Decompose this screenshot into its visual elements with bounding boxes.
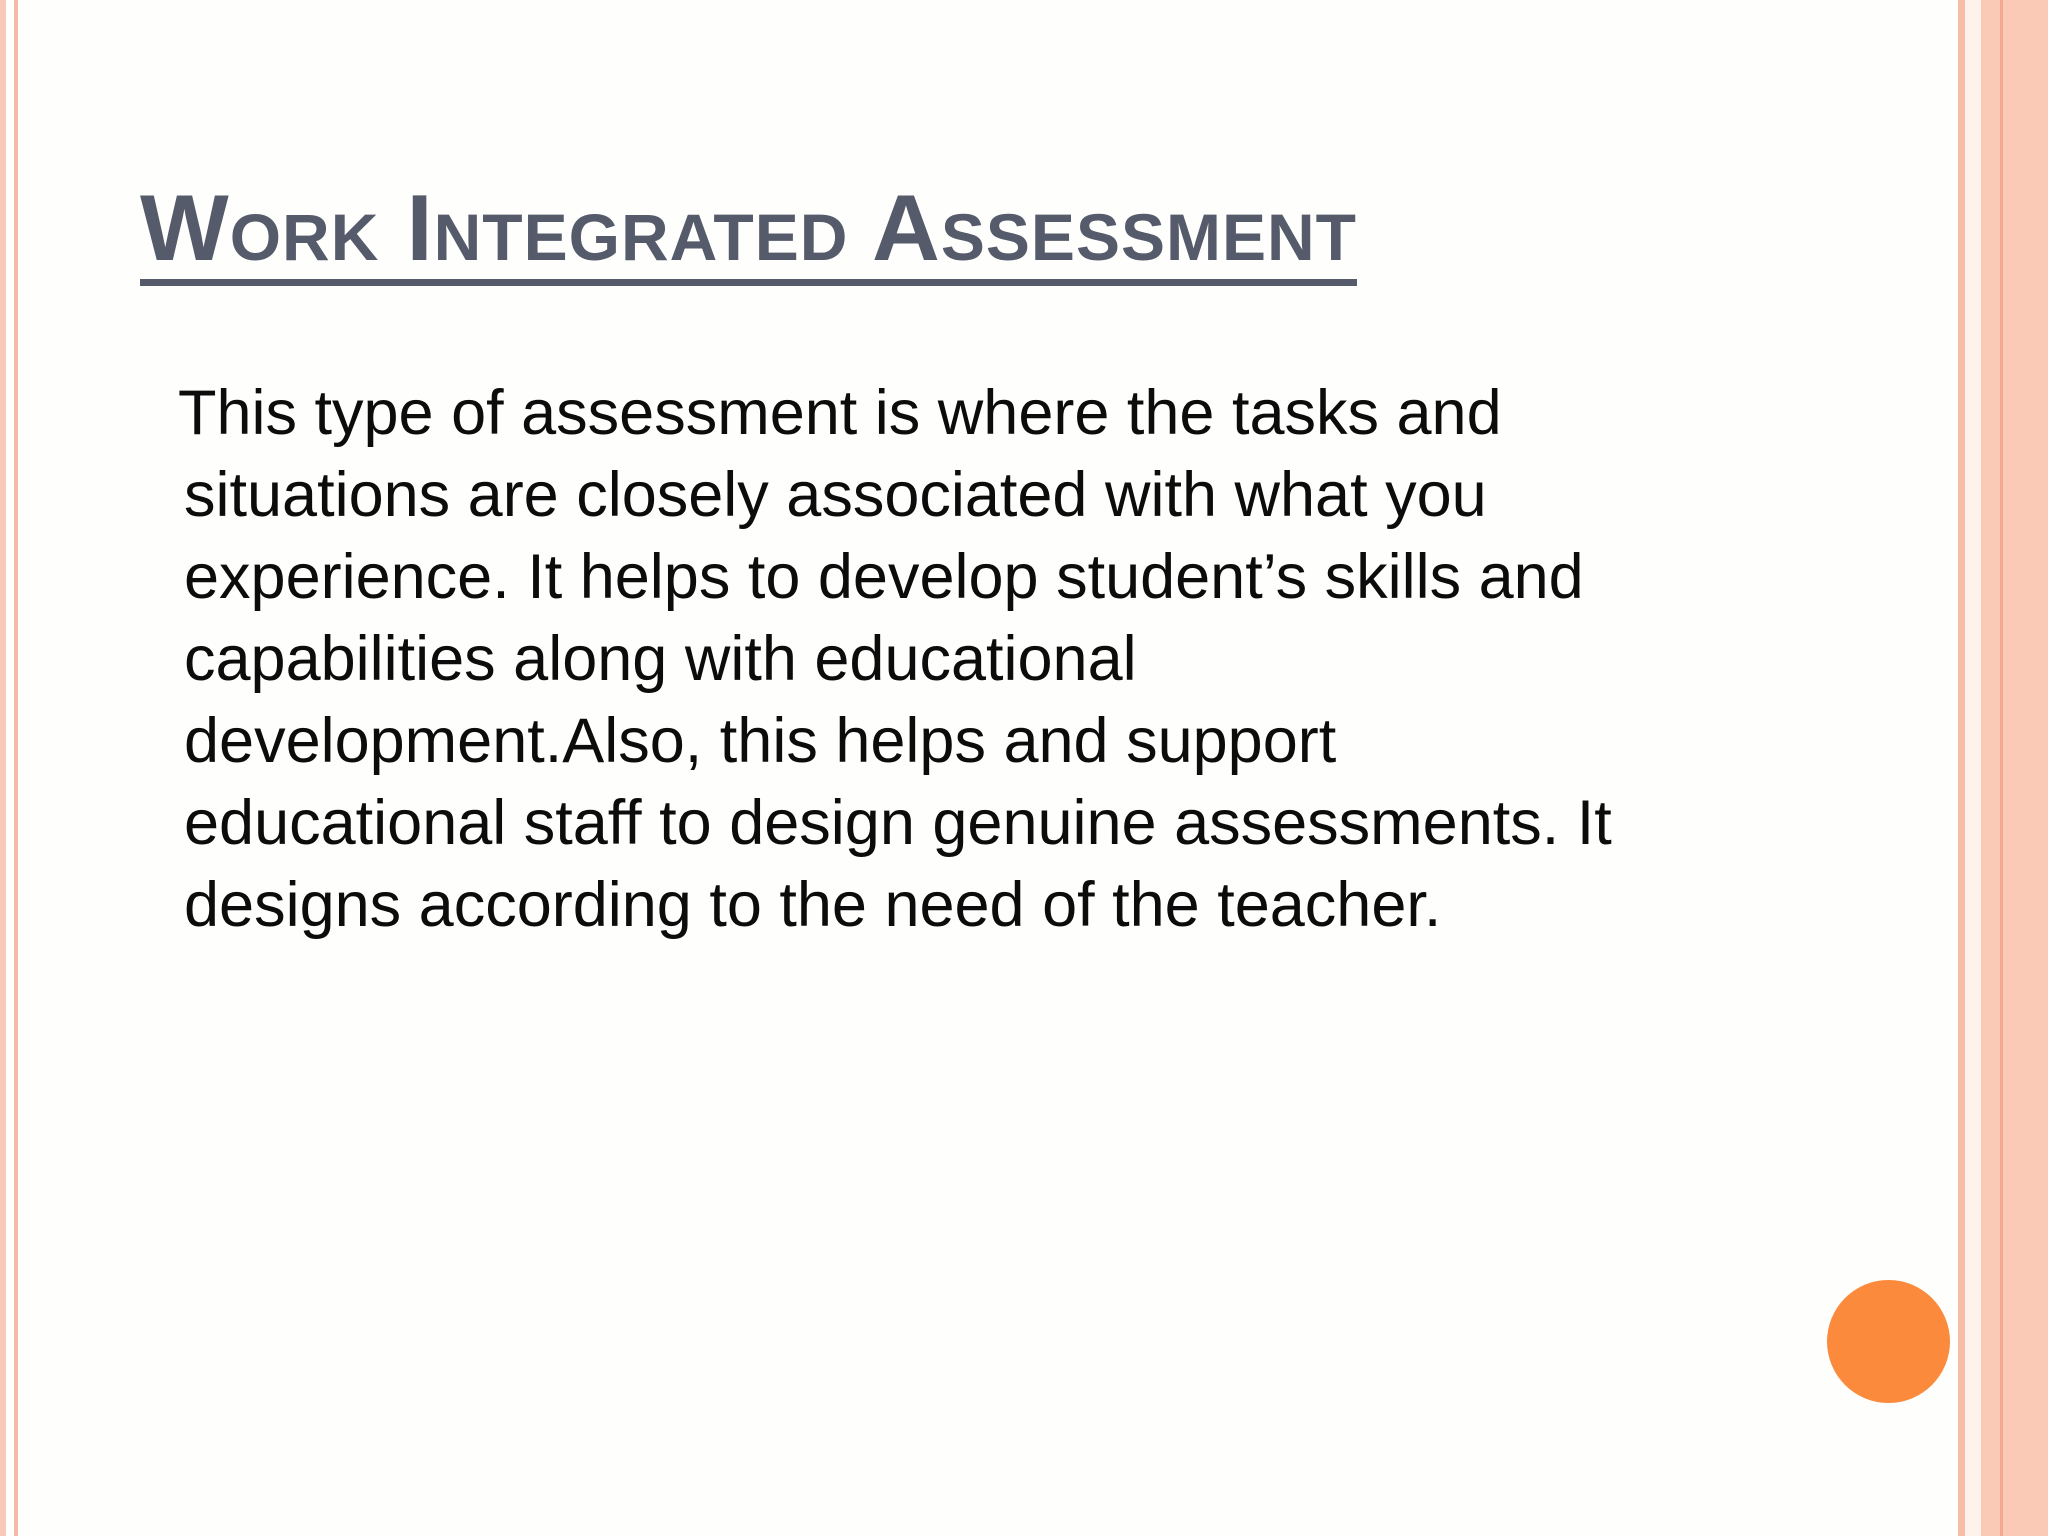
orange-circle-decoration [1827, 1280, 1950, 1403]
body-line: This type of assessment is where the tasks and [178, 378, 1502, 448]
right-border-line [2000, 0, 2003, 1536]
left-border-line [0, 0, 6, 1536]
body-line: development.Also, this helps and support [184, 706, 1337, 776]
body-line: situations are closely associated with what you [184, 460, 1487, 530]
left-border-line-inner [14, 0, 18, 1536]
slide-title: Work Integrated Assessment [140, 176, 1357, 286]
body-line: capabilities along with educational [184, 624, 1137, 694]
right-border-gap [1965, 0, 1981, 1536]
slide-body-text [178, 372, 1784, 946]
right-border-stripe [1958, 0, 1965, 1536]
right-border-band [1981, 0, 2048, 1536]
body-line: educational staff to design genuine assessments. It [184, 788, 1612, 858]
body-line: experience. It helps to develop student’s skills and [184, 542, 1584, 612]
body-line: designs according to the need of the teacher. [184, 870, 1442, 940]
